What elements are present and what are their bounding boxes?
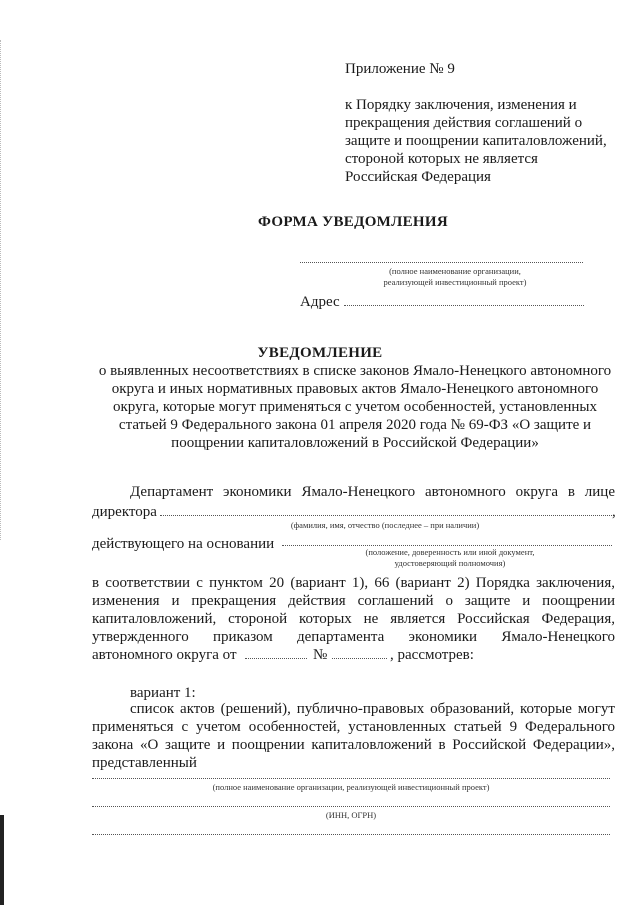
variant1-line: представленный: [92, 755, 197, 771]
appendix-line: защите и поощрении капиталовложений,: [345, 133, 607, 149]
variant1-line: применяться с учетом особенностей, установленных статьей 9 Федерального: [92, 719, 615, 735]
fio-caption: (фамилия, имя, отчество (последнее – при наличии): [290, 520, 480, 530]
address-label: Адрес: [300, 294, 340, 310]
scan-edge: [0, 0, 6, 905]
blank-line: [92, 834, 610, 835]
org-name-line: [300, 262, 583, 263]
basis-caption-line: удостоверяющий полномочия): [394, 558, 506, 568]
appendix-line: к Порядку заключения, изменения и: [345, 97, 577, 113]
appendix-line: прекращения действия соглашений о: [345, 115, 583, 131]
org-full-name-line: [92, 778, 610, 779]
org-caption-line: реализующей инвестиционный проект): [383, 277, 527, 287]
variant1-paragraph: [92, 718, 615, 772]
org-caption-line: (полное наименование организации,: [389, 266, 521, 276]
subtitle-line: округа и иных нормативных правовых актов Ямало-Ненецкого автономного: [111, 381, 599, 397]
date-prefix: автономного округа от: [92, 647, 237, 663]
scan-edge-marks: [0, 40, 4, 540]
order-number-label: №: [313, 647, 328, 663]
appendix-line: стороной которых не является: [345, 151, 538, 167]
basis-label: действующего на основании: [92, 536, 275, 552]
subtitle-line: поощрении капиталовложений в Российской Федерации»: [171, 435, 539, 451]
org-full-name-caption: (полное наименование организации, реализующей инвестиционный проект): [212, 782, 490, 792]
appendix-block: [345, 96, 625, 186]
inn-ogrn-caption: (ИНН, ОГРН): [325, 810, 377, 820]
body-paragraph: [92, 574, 615, 646]
scan-edge-shadow: [0, 815, 4, 905]
subtitle-line: о выявленных несоответствиях в списке законов Ямало-Ненецкого автономного: [98, 363, 612, 379]
date-suffix: , рассмотрев:: [390, 647, 474, 663]
paragraph-line: капиталовложений, стороной которых не является Российская Федерация,: [92, 611, 615, 627]
order-date-line: [245, 658, 307, 659]
body-line-1: Департамент экономики Ямало-Ненецкого автономного округа в лице: [130, 484, 615, 500]
notice-title: УВЕДОМЛЕНИЕ: [257, 345, 383, 361]
paragraph-line: изменения и прекращения действия соглашений о защите и поощрении: [92, 593, 615, 609]
appendix-number: Приложение № 9: [345, 61, 455, 77]
paragraph-line: утвержденного приказом департамента экономики Ямало-Ненецкого: [92, 629, 615, 645]
appendix-line: Российская Федерация: [345, 169, 491, 185]
subtitle-line: округа, которые могут применяться с учетом особенностей, установленных: [113, 399, 597, 415]
subtitle-line: статьей 9 Федерального закона 01 апреля 2020 года № 69-ФЗ «О защите и: [118, 417, 592, 433]
notice-subtitle: [90, 362, 620, 452]
director-fio-line: [160, 515, 612, 516]
form-title: ФОРМА УВЕДОМЛЕНИЯ: [258, 214, 448, 230]
variant1-label: вариант 1:: [130, 685, 196, 701]
address-line: [344, 305, 584, 306]
variant1-line-1: список актов (решений), публично-правовых образований, которые могут: [130, 701, 615, 717]
order-number-line: [332, 658, 387, 659]
director-label: директора: [92, 504, 157, 520]
basis-line: [282, 545, 612, 546]
variant1-line: закона «О защите и поощрении капиталовложений в Российской Федерации»,: [92, 737, 615, 753]
paragraph-line: в соответствии с пунктом 20 (вариант 1), 66 (вариант 2) Порядка заключения,: [92, 575, 615, 591]
basis-caption: [320, 547, 580, 569]
director-comma: ,: [612, 504, 616, 520]
org-name-caption: [340, 266, 570, 288]
basis-caption-line: (положение, доверенность или иной документ,: [365, 547, 535, 557]
inn-ogrn-line: [92, 806, 610, 807]
